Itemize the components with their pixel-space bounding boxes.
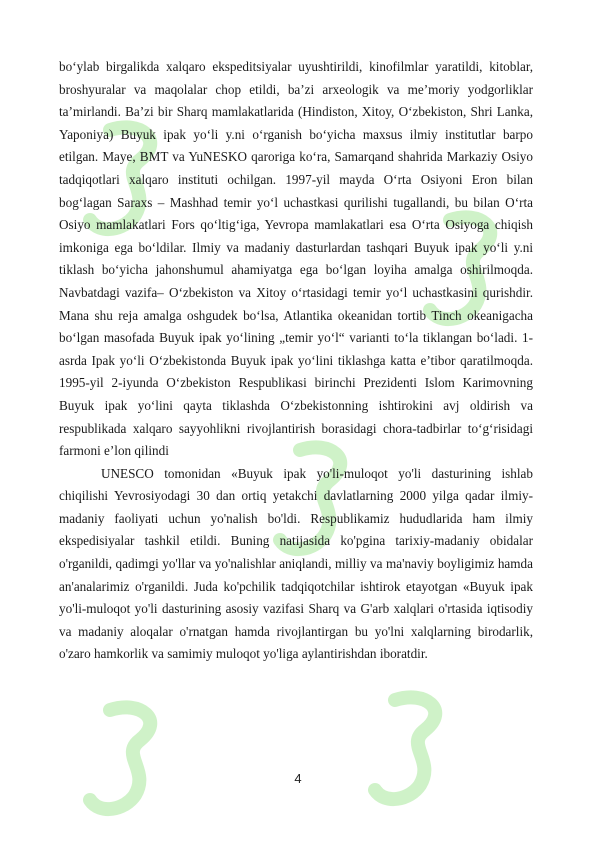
watermark-glyph-icon	[80, 700, 170, 820]
watermark-logo-4	[80, 700, 170, 820]
watermark-logo-5	[365, 690, 455, 810]
page-number: 4	[294, 771, 302, 786]
paragraph-1: bo‘ylab birgalikda xalqaro ekspeditsiyalar uyushtirildi, kinofilmlar yaratildi, kitoblar, broshyuralar va maqolalar chop etildi, ba’zi arxeologik va me’moriy yodgorliklar ta’mirlandi. Ba’zi bir Sharq mamlakatlarida (Hindiston, Xitoy, O‘zbekiston, Shri Lanka, Yaponiya) Buyuk ipak yo‘li y.ni o‘rganish bo‘yicha maxsus ilmiy institutlar barpo etilgan. Maye, BMT va YuNESKO qaroriga ko‘ra, Samarqand shahrida Markaziy Osiyo tadqiqotlari xalqaro instituti ochilgan. 1997-yil mayda O‘rta Osiyoni Eron bilan bog‘lagan Saraxs – Mashhad temir yo‘l uchastkasi qurilishi tugallandi, bu bilan O‘rta Osiyo mamlakatlari Fors qo‘ltig‘iga, Yevropa mamlakatlari esa O‘rta Osiyoga chiqish imkoniga ega bo‘ldilar. Ilmiy va madaniy dasturlardan tashqari Buyuk ipak yo‘li y.ni tiklash bo‘yicha jahonshumul ahamiyatga ega bo‘lgan loyiha amalga oshirilmoqda. Navbatdagi vazifa– O‘zbekiston va Xitoy o‘rtasidagi temir yo‘l uchastkasini qurishdir. Mana shu reja amalga oshgudek bo‘lsa, Atlantika okeanidan tortib Tinch okeanigacha bo‘lgan masofada Buyuk ipak yo‘lining „temir yo‘l“ varianti to‘la tiklangan bo‘ladi. 1-asrda Ipak yo‘li O‘zbekistonda Buyuk ipak yo‘lini tiklashga katta e’tibor qaratilmoqda. 1995-yil 2-iyunda O‘zbekiston Respublikasi birinchi Prezidenti Islom Karimovning Buyuk ipak yo‘lini qayta tiklashda O‘zbekistonning ishtirokini avj oldirish va respublikada xalqaro sayyohlikni rivojlantirish borasidagi chora-tadbirlar to‘g‘risidagi farmoni e’lon qilindi	[59, 59, 533, 459]
watermark-glyph-icon	[365, 690, 455, 810]
body-text	[59, 56, 533, 666]
paragraph-2: UNESCO tomonidan «Buyuk ipak yo'li-muloqot yo'li dasturining ishlab chiqilishi Yevrosiyodagi 30 dan ortiq yetakchi davlatlarning 2000 yilga qadar ilmiy-madaniy faoliyati uchun yo'nalish bo'ldi. Respublikamiz hududlarida ham ilmiy ekspedisiyalar tashkil etildi. Buning natijasida ko'pgina tarixiy-madaniy obidalar o'rganildi, qadimgi yo'llar va yo'nalishlar aniqlandi, milliy va ma'naviy boyligimiz hamda an'analarimiz o'rganildi. Juda ko'pchilik tadqiqotchilar ishtirok etayotgan «Buyuk ipak yo'li-muloqot yo'li dasturining asosiy vazifasi Sharq va G'arb xalqlari o'rtasida iqtisodiy va madaniy aloqalar o'rnatgan hamda rivojlantirgan bu yo'lni xalqlarning birodarlik, o'zaro hamkorlik va samimiy muloqot yo'liga aylantirishdan iboratdir.	[59, 465, 533, 662]
